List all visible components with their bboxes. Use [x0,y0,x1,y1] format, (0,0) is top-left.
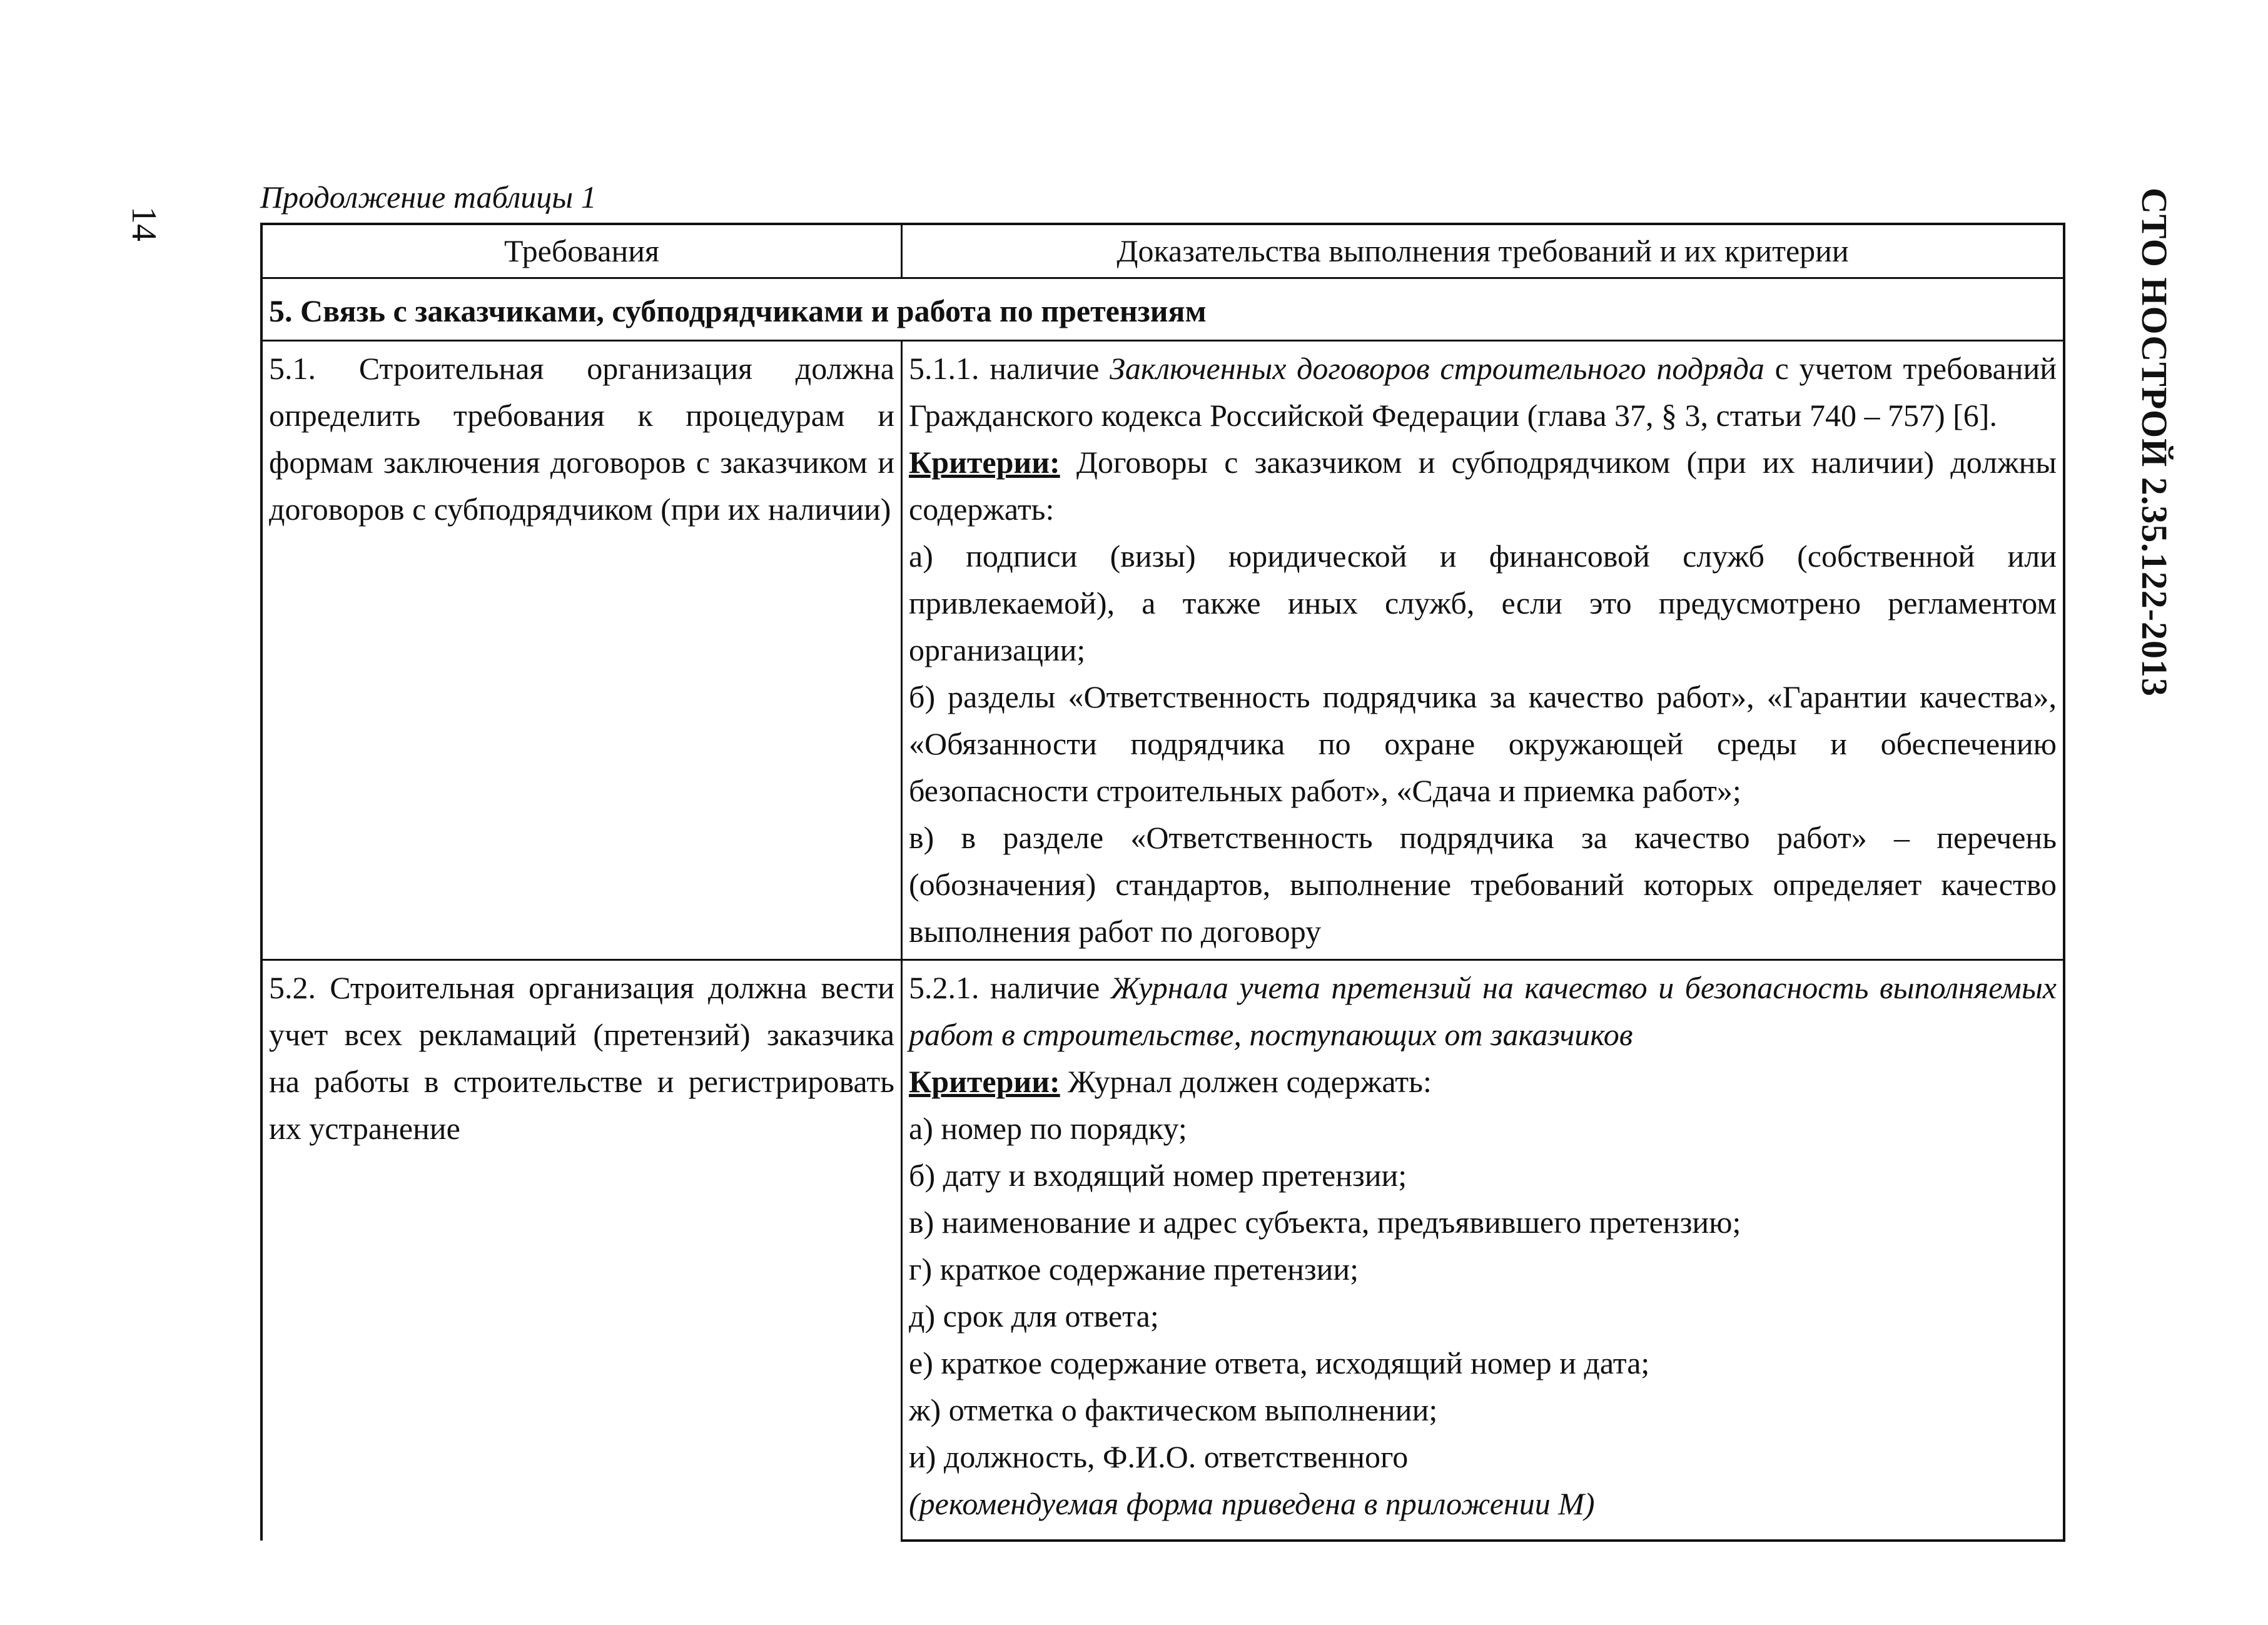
form-note: (рекомендуемая форма приведена в приложении М) [909,1486,1595,1521]
header-requirements: Требования [261,224,902,278]
criteria-line [909,1058,2057,1105]
criteria-label: Критерии: [909,1064,1060,1099]
table-row [261,341,2064,960]
evidence-prefix: 5.2.1. наличие [909,970,1111,1005]
evidence-cell [902,960,2065,1541]
list-item: и) должность, Ф.И.О. ответственного [909,1439,1409,1474]
evidence-suffix: с учетом требований Гражданского кодекса Российской Федерации (глава 37, § 3, статьи 740 – 757) [6]. [909,351,2057,433]
table-row [261,960,2064,1541]
criteria-line [909,439,2057,533]
requirement-cell: 5.1. Строительная организация должна определить требования к процедурам и формам заключения договоров с заказчиком и договоров с субподрядчиком (при их наличии) [261,341,902,960]
table-header-row [261,224,2064,278]
evidence-prefix: 5.1.1. наличие [909,351,1110,386]
list-item: д) срок для ответа; [909,1298,1159,1334]
table-caption: Продолжение таблицы 1 [260,180,597,215]
criteria-label: Критерии: [909,445,1060,480]
section-row [261,278,2064,341]
list-item: г) краткое содержание претензии; [909,1252,1359,1287]
requirements-table [260,223,2065,1542]
list-item: б) разделы «Ответственность подрядчика за качество работ», «Гарантии качества», «Обязанности подрядчика по охране окружающей среды и обеспечению безопасности строительных работ», «Сдача и приемка работ»; [909,679,2057,808]
page-number: 14 [124,206,163,241]
evidence-document-name: Заключенных договоров строительного подряда [1110,351,1764,386]
list-item: в) в разделе «Ответственность подрядчика за качество работ» – перечень (обозначения) стандартов, выполнение требований которых определяет качество выполнения работ по договору [909,820,2057,949]
list-item: ж) отметка о фактическом выполнении; [909,1392,1438,1427]
criteria-text: Журнал должен содержать: [1060,1064,1432,1099]
document-code: СТО НОСТРОЙ 2.35.122-2013 [2134,188,2175,697]
list-item: в) наименование и адрес субъекта, предъявившего претензию; [909,1205,1741,1240]
list-item: е) краткое содержание ответа, исходящий номер и дата; [909,1345,1650,1380]
list-item: а) подписи (визы) юридической и финансовой служб (собственной или привлекаемой), а также иных служб, если это предусмотрено регламентом организации; [909,539,2057,667]
header-evidence: Доказательства выполнения требований и их критерии [902,224,2065,278]
evidence-cell [902,341,2065,960]
evidence-document-name: Журнала учета претензий на качество и безопасность выполняемых работ в строительстве, поступающих от заказчиков [909,970,2057,1052]
list-item: б) дату и входящий номер претензии; [909,1158,1407,1193]
requirement-cell: 5.2. Строительная организация должна вести учет всех рекламаций (претензий) заказчика на работы в строительстве и регистрировать их устранение [261,960,902,1541]
section-title: 5. Связь с заказчиками, субподрядчиками и работа по претензиям [261,278,2064,341]
criteria-text: Договоры с заказчиком и субподрядчиком (при их наличии) должны содержать: [909,445,2057,527]
list-item: а) номер по порядку; [909,1111,1187,1146]
